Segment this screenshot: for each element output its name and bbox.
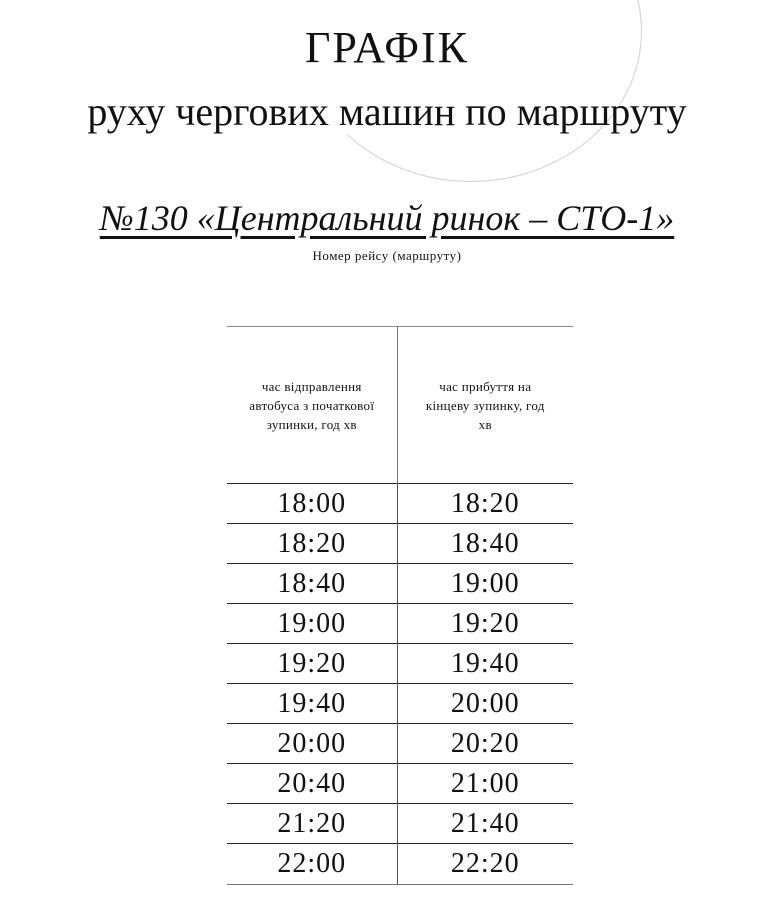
table-row <box>227 764 573 804</box>
table-header-row <box>227 327 573 484</box>
arrival-time: 21:00 <box>397 764 573 804</box>
table-row <box>227 484 573 524</box>
route-name: №130 «Центральний ринок – СТО-1» <box>99 198 675 238</box>
arrival-time: 22:20 <box>397 844 573 885</box>
table-row <box>227 684 573 724</box>
header-arrival-label: час прибуття на кінцеву зупинку, год хв <box>425 378 545 432</box>
arrival-time: 18:20 <box>397 484 573 524</box>
table-row <box>227 564 573 604</box>
departure-time: 20:40 <box>227 764 397 804</box>
departure-time: 18:00 <box>227 484 397 524</box>
departure-time: 19:20 <box>227 644 397 684</box>
departure-time: 21:20 <box>227 804 397 844</box>
departure-time: 20:00 <box>227 724 397 764</box>
table-row <box>227 804 573 844</box>
document-title: ГРАФІК <box>304 23 470 72</box>
arrival-time: 19:40 <box>397 644 573 684</box>
departure-time: 19:40 <box>227 684 397 724</box>
document-subtitle: руху чергових машин по маршруту <box>87 89 687 134</box>
arrival-time: 20:20 <box>397 724 573 764</box>
schedule-table <box>227 326 573 885</box>
arrival-time: 19:00 <box>397 564 573 604</box>
arrival-time: 19:20 <box>397 604 573 644</box>
header-departure-label: час відправлення автобуса з початкової зупинки, год хв <box>249 378 375 432</box>
table-row <box>227 644 573 684</box>
table-row <box>227 724 573 764</box>
route-caption: Номер рейсу (маршруту) <box>312 248 462 263</box>
arrival-time: 21:40 <box>397 804 573 844</box>
header-arrival <box>397 327 573 484</box>
departure-time: 18:20 <box>227 524 397 564</box>
arrival-time: 20:00 <box>397 684 573 724</box>
header-departure <box>227 327 397 484</box>
departure-time: 22:00 <box>227 844 397 885</box>
table-row <box>227 604 573 644</box>
arrival-time: 18:40 <box>397 524 573 564</box>
table-row <box>227 524 573 564</box>
departure-time: 19:00 <box>227 604 397 644</box>
departure-time: 18:40 <box>227 564 397 604</box>
table-row <box>227 844 573 885</box>
